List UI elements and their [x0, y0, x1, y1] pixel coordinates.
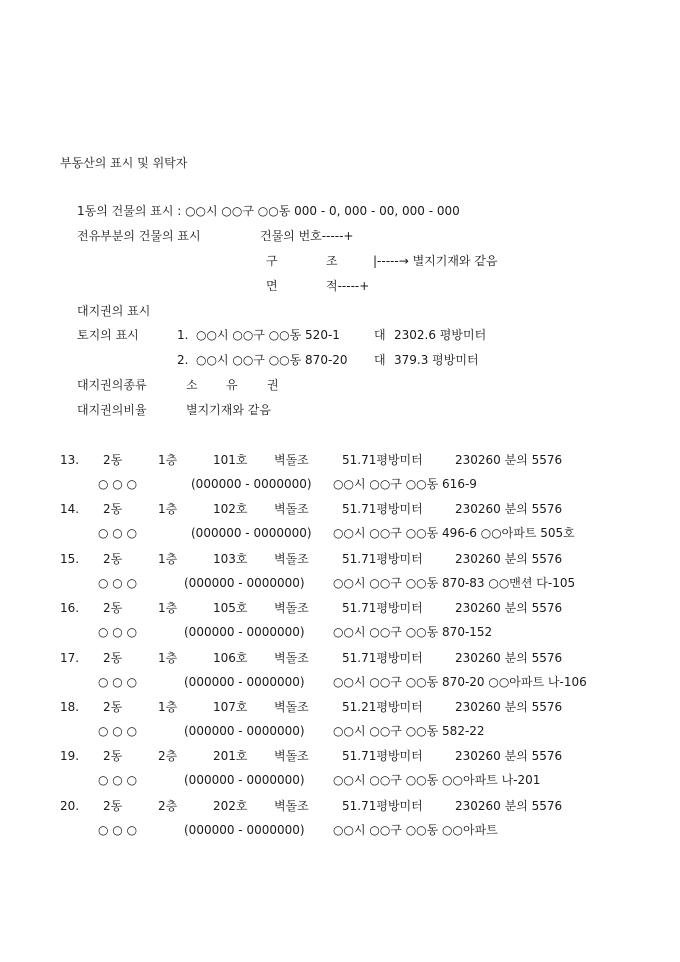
entry-owner-id: (000000 - 0000000): [184, 773, 305, 787]
entry-share: 230260 분의 5576: [455, 453, 563, 467]
entry-owner-name: ○ ○ ○: [98, 625, 138, 639]
entry-share: 230260 분의 5576: [455, 601, 563, 615]
entry-area: 51.71평방미터: [342, 453, 423, 467]
entry-owner-id: (000000 - 0000000): [184, 576, 305, 590]
land-right-kind-label: 대지권의종류: [77, 378, 147, 392]
exclusive-part-label: 전유부분의 건물의 표시: [77, 229, 201, 243]
entry-area: 51.71평방미터: [342, 799, 423, 813]
entry-owner-id: (000000 - 0000000): [184, 675, 305, 689]
land-right-ratio-value: 별지기재와 같음: [186, 403, 271, 417]
entry-floor: 2층: [158, 799, 178, 813]
land-right-kind-char: 권: [267, 378, 279, 392]
entry-area: 51.71평방미터: [342, 601, 423, 615]
entry-floor: 1층: [158, 700, 178, 714]
entry-number: 18.: [60, 700, 80, 714]
land-area: 379.3 평방미터: [394, 353, 479, 367]
entry-owner-id: (000000 - 0000000): [184, 625, 305, 639]
entry-unit: 202호: [213, 799, 248, 813]
entry-share: 230260 분의 5576: [455, 651, 563, 665]
entry-share: 230260 분의 5576: [455, 700, 563, 714]
entry-owner-address: ○○시 ○○구 ○○동 616-9: [333, 477, 477, 491]
structure-label-b: 조: [326, 254, 338, 268]
land-address: ○○시 ○○구 ○○동 870-20: [196, 353, 348, 367]
land-area: 2302.6 평방미터: [394, 328, 487, 342]
entry-owner-address: ○○시 ○○구 ○○동 870-152: [333, 625, 493, 639]
structure-label-a: 구: [266, 254, 278, 268]
entry-owner-id: (000000 - 0000000): [191, 477, 312, 491]
structure-reference: |-----→ 별지기재와 같음: [373, 254, 498, 268]
entry-number: 16.: [60, 601, 80, 615]
entry-owner-address: ○○시 ○○구 ○○동 ○○아파트 나-201: [333, 773, 541, 787]
land-num: 1.: [177, 328, 189, 342]
entry-unit: 101호: [213, 453, 248, 467]
land-right-ratio-label: 대지권의비율: [77, 403, 147, 417]
entry-dong: 2동: [103, 700, 123, 714]
entry-unit: 107호: [213, 700, 248, 714]
entry-share: 230260 분의 5576: [455, 749, 563, 763]
entry-owner-id: (000000 - 0000000): [184, 724, 305, 738]
land-right-kind-char: 유: [226, 378, 238, 392]
entry-unit: 106호: [213, 651, 248, 665]
entry-owner-address: ○○시 ○○구 ○○동 870-83 ○○맨션 다-105: [333, 576, 576, 590]
entry-dong: 2동: [103, 799, 123, 813]
entry-area: 51.21평방미터: [342, 700, 423, 714]
land-right-kind-char: 소: [186, 378, 198, 392]
entry-floor: 1층: [158, 502, 178, 516]
entry-unit: 201호: [213, 749, 248, 763]
entry-structure: 벽돌조: [274, 700, 309, 714]
entry-area: 51.71평방미터: [342, 749, 423, 763]
entry-number: 14.: [60, 502, 80, 516]
entry-share: 230260 분의 5576: [455, 799, 563, 813]
entry-area: 51.71평방미터: [342, 502, 423, 516]
entry-structure: 벽돌조: [274, 651, 309, 665]
entry-unit: 102호: [213, 502, 248, 516]
entry-share: 230260 분의 5576: [455, 552, 563, 566]
land-address: ○○시 ○○구 ○○동 520-1: [196, 328, 340, 342]
building-line: 1동의 건물의 표시 : ○○시 ○○구 ○○동 000 - 0, 000 - 00, 000 - 000: [77, 204, 460, 218]
entry-dong: 2동: [103, 502, 123, 516]
document-title: 부동산의 표시 및 위탁자: [60, 156, 188, 170]
entry-dong: 2동: [103, 552, 123, 566]
entry-owner-id: (000000 - 0000000): [184, 823, 305, 837]
entry-number: 15.: [60, 552, 80, 566]
entry-unit: 105호: [213, 601, 248, 615]
entry-number: 20.: [60, 799, 80, 813]
entry-owner-name: ○ ○ ○: [98, 526, 138, 540]
entry-structure: 벽돌조: [274, 502, 309, 516]
entry-share: 230260 분의 5576: [455, 502, 563, 516]
entry-floor: 1층: [158, 453, 178, 467]
entry-owner-address: ○○시 ○○구 ○○동 870-20 ○○아파트 나-106: [333, 675, 587, 689]
entry-structure: 벽돌조: [274, 453, 309, 467]
area-label-a: 면: [266, 279, 278, 293]
entry-structure: 벽돌조: [274, 749, 309, 763]
entry-owner-address: ○○시 ○○구 ○○동 ○○아파트: [333, 823, 498, 837]
entry-number: 19.: [60, 749, 80, 763]
entry-owner-address: ○○시 ○○구 ○○동 496-6 ○○아파트 505호: [333, 526, 575, 540]
entry-structure: 벽돌조: [274, 552, 309, 566]
land-type: 대: [374, 328, 386, 342]
entry-floor: 2층: [158, 749, 178, 763]
entry-owner-address: ○○시 ○○구 ○○동 582-22: [333, 724, 485, 738]
entry-area: 51.71평방미터: [342, 552, 423, 566]
entry-floor: 1층: [158, 552, 178, 566]
entry-number: 13.: [60, 453, 80, 467]
entry-area: 51.71평방미터: [342, 651, 423, 665]
land-right-heading: 대지권의 표시: [77, 304, 151, 318]
land-type: 대: [374, 353, 386, 367]
entry-dong: 2동: [103, 453, 123, 467]
entry-unit: 103호: [213, 552, 248, 566]
entry-owner-name: ○ ○ ○: [98, 477, 138, 491]
entry-owner-id: (000000 - 0000000): [191, 526, 312, 540]
entry-owner-name: ○ ○ ○: [98, 675, 138, 689]
land-num: 2.: [177, 353, 189, 367]
area-label-b: 적-----+: [326, 279, 370, 293]
entry-dong: 2동: [103, 601, 123, 615]
entry-structure: 벽돌조: [274, 601, 309, 615]
entry-floor: 1층: [158, 601, 178, 615]
entry-structure: 벽돌조: [274, 799, 309, 813]
entry-owner-name: ○ ○ ○: [98, 773, 138, 787]
land-label: 토지의 표시: [77, 328, 139, 342]
entry-number: 17.: [60, 651, 80, 665]
entry-owner-name: ○ ○ ○: [98, 823, 138, 837]
entry-owner-name: ○ ○ ○: [98, 724, 138, 738]
entry-dong: 2동: [103, 749, 123, 763]
entry-floor: 1층: [158, 651, 178, 665]
entry-owner-name: ○ ○ ○: [98, 576, 138, 590]
entry-dong: 2동: [103, 651, 123, 665]
building-number-label: 건물의 번호-----+: [260, 229, 354, 243]
